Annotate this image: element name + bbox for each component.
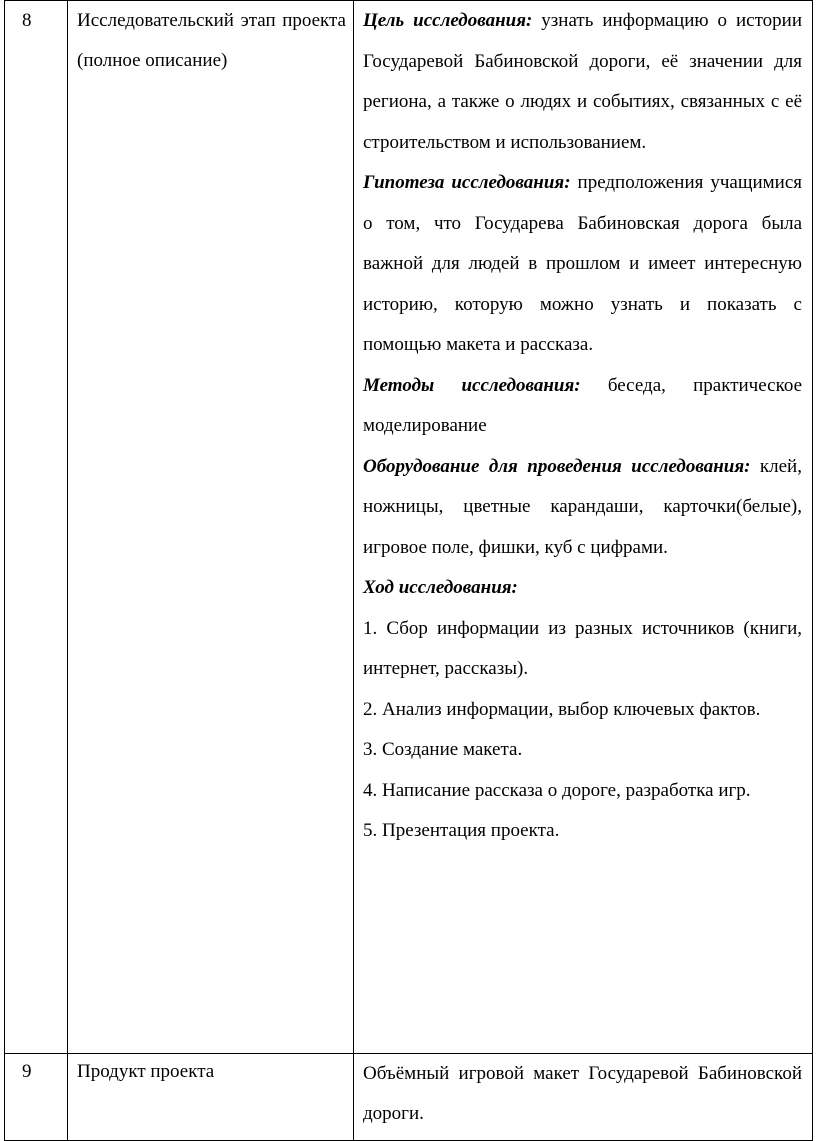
table-row (5, 1, 813, 1054)
equipment-label: Оборудование для проведения исследования: (363, 455, 751, 477)
equipment-text: клей, ножницы, цветные карандаши, карточки(белые), игровое поле, фишки, куб с цифрами. (363, 455, 802, 558)
process-label: Ход исследования: (363, 577, 518, 598)
hypothesis-text: предположения учащимися о том, что Государева Бабиновская дорога была важной для людей в прошлом и имеет интересную историю, которую можно узнать и показать с помощью макета и рассказа. (363, 172, 803, 355)
stage-description (354, 1054, 813, 1141)
product-text: Объёмный игровой макет Государевой Бабиновской дороги. (363, 1063, 802, 1124)
stage-title (68, 1, 354, 1054)
goal-paragraph (363, 1, 802, 163)
goal-text: узнать информацию о истории Государевой Бабиновской дороги, её значении для региона, а также о людях и событиях, связанных с её строительством и использованием. (363, 10, 802, 153)
stage-title-text: Исследовательский этап проекта (полное описание) (77, 10, 346, 71)
project-table (4, 0, 813, 1141)
stage-title (68, 1054, 354, 1141)
process-step: 1. Сбор информации из разных источников (книги, интернет, рассказы). (363, 617, 802, 679)
stage-title-text: Продукт проекта (77, 1061, 215, 1082)
process-step: 5. Презентация проекта. (363, 820, 560, 841)
row-number: 8 (5, 1, 68, 1054)
process-heading (363, 568, 802, 609)
methods-text: беседа, практическое моделирование (363, 374, 802, 436)
methods-label: Методы исследования: (363, 374, 581, 396)
hypothesis-paragraph (363, 163, 802, 366)
process-step: 2. Анализ информации, выбор ключевых фактов. (363, 698, 761, 720)
process-step: 3. Создание макета. (363, 739, 523, 760)
goal-label: Цель исследования: (363, 10, 533, 31)
table-row (5, 1054, 813, 1141)
hypothesis-label: Гипотеза исследования: (363, 172, 571, 193)
process-step: 4. Написание рассказа о дороге, разработка игр. (363, 779, 751, 801)
stage-description (354, 1, 813, 1054)
methods-paragraph (363, 366, 802, 447)
equipment-paragraph (363, 447, 802, 569)
row-number: 9 (5, 1054, 68, 1141)
